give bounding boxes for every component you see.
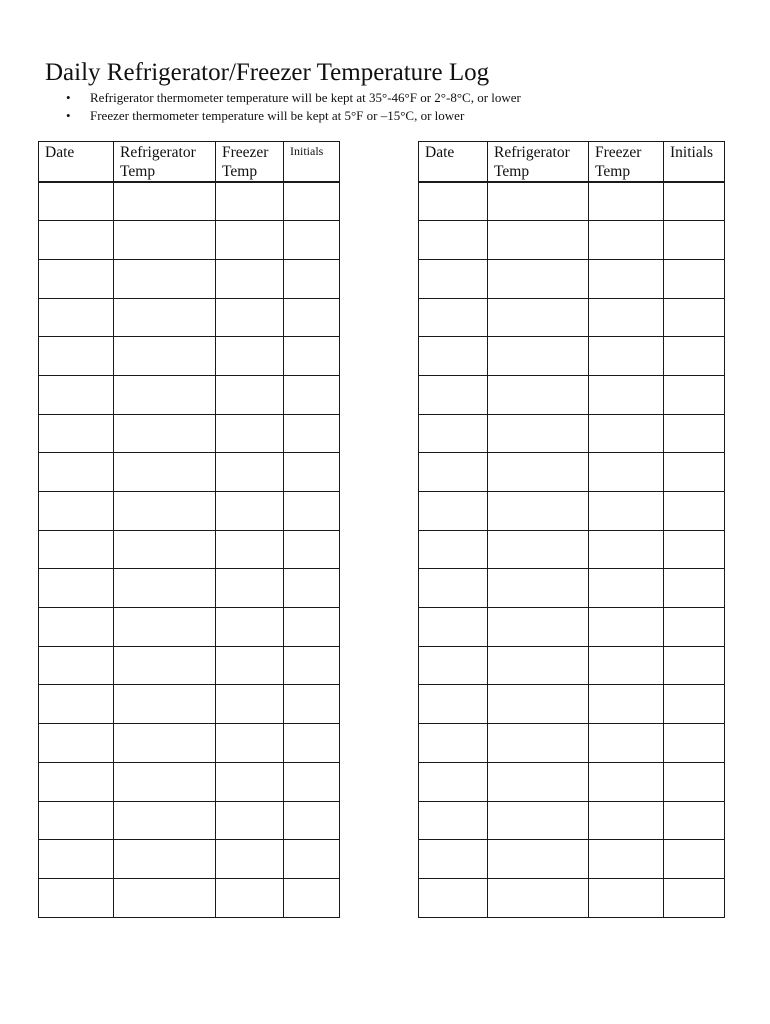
- cell-refrigerator-temp[interactable]: [114, 685, 216, 724]
- table-row: [39, 221, 340, 260]
- table-row: [419, 840, 725, 879]
- cell-initials[interactable]: [284, 685, 340, 724]
- guideline-refrigerator: Refrigerator thermometer temperature will be kept at 35°-46°F or 2°-8°C, or lower: [90, 90, 521, 105]
- cell-freezer-temp[interactable]: [216, 298, 284, 337]
- cell-date[interactable]: [39, 685, 114, 724]
- table-row: [39, 801, 340, 840]
- cell-date[interactable]: [39, 608, 114, 647]
- cell-date[interactable]: [419, 221, 488, 260]
- table-row: [419, 530, 725, 569]
- cell-refrigerator-temp[interactable]: [114, 724, 216, 763]
- column-header-initials: Initials: [284, 142, 340, 183]
- cell-freezer-temp[interactable]: [216, 414, 284, 453]
- cell-date[interactable]: [39, 414, 114, 453]
- cell-initials[interactable]: [284, 337, 340, 376]
- cell-date[interactable]: [419, 182, 488, 221]
- column-header-date: Date: [39, 142, 114, 183]
- cell-date[interactable]: [39, 840, 114, 879]
- cell-refrigerator-temp[interactable]: [114, 608, 216, 647]
- table-row: [419, 685, 725, 724]
- cell-initials[interactable]: [284, 182, 340, 221]
- cell-date[interactable]: [39, 337, 114, 376]
- cell-freezer-temp[interactable]: [216, 492, 284, 531]
- cell-refrigerator-temp[interactable]: [114, 878, 216, 917]
- cell-freezer-temp[interactable]: [589, 337, 664, 376]
- cell-refrigerator-temp[interactable]: [488, 492, 589, 531]
- cell-refrigerator-temp[interactable]: [488, 182, 589, 221]
- page-title: Daily Refrigerator/Freezer Temperature Log: [45, 59, 490, 86]
- cell-freezer-temp[interactable]: [589, 453, 664, 492]
- cell-initials[interactable]: [284, 298, 340, 337]
- cell-freezer-temp[interactable]: [216, 801, 284, 840]
- cell-initials[interactable]: [664, 762, 725, 801]
- cell-date[interactable]: [419, 337, 488, 376]
- cell-date[interactable]: [39, 298, 114, 337]
- cell-date[interactable]: [39, 762, 114, 801]
- cell-initials[interactable]: [664, 182, 725, 221]
- table-row: [39, 375, 340, 414]
- cell-refrigerator-temp[interactable]: [114, 569, 216, 608]
- cell-date[interactable]: [39, 646, 114, 685]
- bullet-icon: •: [66, 107, 71, 123]
- cell-initials[interactable]: [664, 259, 725, 298]
- column-header-freezer-temp: Freezer Temp: [589, 142, 664, 183]
- cell-freezer-temp[interactable]: [589, 298, 664, 337]
- cell-date[interactable]: [419, 298, 488, 337]
- cell-refrigerator-temp[interactable]: [114, 375, 216, 414]
- cell-freezer-temp[interactable]: [216, 762, 284, 801]
- table-row: [39, 840, 340, 879]
- column-header-initials: Initials: [664, 142, 725, 183]
- cell-initials[interactable]: [664, 724, 725, 763]
- cell-freezer-temp[interactable]: [216, 375, 284, 414]
- cell-freezer-temp[interactable]: [589, 492, 664, 531]
- table-row: [39, 646, 340, 685]
- table-row: [39, 530, 340, 569]
- cell-refrigerator-temp[interactable]: [488, 453, 589, 492]
- cell-date[interactable]: [39, 259, 114, 298]
- table-row: [419, 724, 725, 763]
- table-row: [39, 608, 340, 647]
- cell-freezer-temp[interactable]: [216, 608, 284, 647]
- cell-freezer-temp[interactable]: [589, 685, 664, 724]
- cell-date[interactable]: [419, 724, 488, 763]
- cell-date[interactable]: [39, 724, 114, 763]
- cell-initials[interactable]: [664, 337, 725, 376]
- cell-freezer-temp[interactable]: [216, 569, 284, 608]
- cell-date[interactable]: [39, 801, 114, 840]
- table-row: [419, 259, 725, 298]
- cell-freezer-temp[interactable]: [589, 221, 664, 260]
- table-row: [39, 569, 340, 608]
- cell-initials[interactable]: [664, 646, 725, 685]
- table-row: [39, 685, 340, 724]
- bullet-icon: •: [66, 90, 71, 105]
- cell-date[interactable]: [419, 685, 488, 724]
- guideline-item: [66, 89, 521, 107]
- cell-freezer-temp[interactable]: [216, 685, 284, 724]
- table-row: [419, 608, 725, 647]
- cell-freezer-temp[interactable]: [216, 878, 284, 917]
- cell-date[interactable]: [419, 530, 488, 569]
- cell-freezer-temp[interactable]: [589, 646, 664, 685]
- cell-refrigerator-temp[interactable]: [114, 762, 216, 801]
- cell-initials[interactable]: [284, 878, 340, 917]
- cell-initials[interactable]: [284, 646, 340, 685]
- table-row: [39, 414, 340, 453]
- table-row: [39, 259, 340, 298]
- cell-initials[interactable]: [664, 530, 725, 569]
- table-row: [419, 182, 725, 221]
- table-header-row: [419, 142, 725, 183]
- table-row: [39, 762, 340, 801]
- cell-refrigerator-temp[interactable]: [114, 492, 216, 531]
- cell-refrigerator-temp[interactable]: [488, 685, 589, 724]
- cell-initials[interactable]: [284, 530, 340, 569]
- cell-date[interactable]: [39, 492, 114, 531]
- cell-initials[interactable]: [664, 608, 725, 647]
- cell-date[interactable]: [419, 375, 488, 414]
- cell-initials[interactable]: [284, 492, 340, 531]
- cell-freezer-temp[interactable]: [216, 259, 284, 298]
- guideline-item: [66, 107, 521, 125]
- cell-initials[interactable]: [284, 221, 340, 260]
- cell-date[interactable]: [419, 801, 488, 840]
- cell-date[interactable]: [419, 840, 488, 879]
- cell-initials[interactable]: [284, 840, 340, 879]
- cell-initials[interactable]: [284, 259, 340, 298]
- cell-date[interactable]: [39, 878, 114, 917]
- cell-refrigerator-temp[interactable]: [488, 530, 589, 569]
- cell-refrigerator-temp[interactable]: [114, 182, 216, 221]
- column-header-freezer-temp: Freezer Temp: [216, 142, 284, 183]
- table-row: [419, 801, 725, 840]
- cell-refrigerator-temp[interactable]: [114, 801, 216, 840]
- cell-freezer-temp[interactable]: [589, 375, 664, 414]
- cell-initials[interactable]: [664, 453, 725, 492]
- cell-date[interactable]: [419, 259, 488, 298]
- cell-refrigerator-temp[interactable]: [488, 840, 589, 879]
- table-row: [39, 492, 340, 531]
- cell-date[interactable]: [39, 182, 114, 221]
- cell-refrigerator-temp[interactable]: [488, 646, 589, 685]
- cell-date[interactable]: [419, 608, 488, 647]
- cell-freezer-temp[interactable]: [216, 453, 284, 492]
- cell-refrigerator-temp[interactable]: [488, 569, 589, 608]
- cell-freezer-temp[interactable]: [589, 569, 664, 608]
- cell-initials[interactable]: [664, 414, 725, 453]
- cell-initials[interactable]: [664, 878, 725, 917]
- temperature-log-table-left: [38, 141, 340, 918]
- temperature-guidelines: [66, 89, 521, 124]
- table-row: [39, 337, 340, 376]
- table-row: [39, 182, 340, 221]
- cell-initials[interactable]: [664, 685, 725, 724]
- cell-initials[interactable]: [664, 298, 725, 337]
- cell-freezer-temp[interactable]: [216, 337, 284, 376]
- cell-refrigerator-temp[interactable]: [114, 646, 216, 685]
- cell-initials[interactable]: [284, 801, 340, 840]
- cell-refrigerator-temp[interactable]: [488, 762, 589, 801]
- table-row: [419, 337, 725, 376]
- cell-date[interactable]: [39, 221, 114, 260]
- temperature-log-table-right: [418, 141, 725, 918]
- cell-freezer-temp[interactable]: [589, 414, 664, 453]
- cell-initials[interactable]: [284, 608, 340, 647]
- table-row: [419, 221, 725, 260]
- cell-freezer-temp[interactable]: [589, 840, 664, 879]
- table-row: [419, 762, 725, 801]
- table-row: [39, 724, 340, 763]
- cell-initials[interactable]: [664, 492, 725, 531]
- cell-freezer-temp[interactable]: [216, 221, 284, 260]
- cell-initials[interactable]: [664, 375, 725, 414]
- column-header-refrigerator-temp: Refrigerator Temp: [114, 142, 216, 183]
- table-row: [419, 878, 725, 917]
- cell-freezer-temp[interactable]: [589, 878, 664, 917]
- table-row: [419, 492, 725, 531]
- table-row: [39, 298, 340, 337]
- cell-initials[interactable]: [284, 375, 340, 414]
- table-row: [419, 414, 725, 453]
- column-header-date: Date: [419, 142, 488, 183]
- table-row: [39, 453, 340, 492]
- cell-freezer-temp[interactable]: [216, 530, 284, 569]
- cell-initials[interactable]: [284, 453, 340, 492]
- cell-date[interactable]: [419, 569, 488, 608]
- cell-refrigerator-temp[interactable]: [488, 375, 589, 414]
- cell-refrigerator-temp[interactable]: [114, 221, 216, 260]
- cell-refrigerator-temp[interactable]: [114, 337, 216, 376]
- cell-date[interactable]: [39, 530, 114, 569]
- cell-refrigerator-temp[interactable]: [114, 840, 216, 879]
- cell-freezer-temp[interactable]: [589, 608, 664, 647]
- cell-initials[interactable]: [284, 414, 340, 453]
- cell-date[interactable]: [39, 569, 114, 608]
- cell-freezer-temp[interactable]: [216, 182, 284, 221]
- table-row: [39, 878, 340, 917]
- cell-freezer-temp[interactable]: [589, 182, 664, 221]
- cell-freezer-temp[interactable]: [589, 762, 664, 801]
- cell-refrigerator-temp[interactable]: [488, 298, 589, 337]
- table-header-row: [39, 142, 340, 183]
- cell-freezer-temp[interactable]: [216, 724, 284, 763]
- cell-refrigerator-temp[interactable]: [488, 724, 589, 763]
- cell-refrigerator-temp[interactable]: [114, 530, 216, 569]
- cell-refrigerator-temp[interactable]: [488, 801, 589, 840]
- cell-date[interactable]: [39, 375, 114, 414]
- table-row: [419, 298, 725, 337]
- cell-initials[interactable]: [284, 762, 340, 801]
- cell-initials[interactable]: [664, 569, 725, 608]
- cell-refrigerator-temp[interactable]: [488, 414, 589, 453]
- cell-refrigerator-temp[interactable]: [488, 608, 589, 647]
- cell-date[interactable]: [419, 453, 488, 492]
- cell-initials[interactable]: [664, 840, 725, 879]
- table-row: [419, 453, 725, 492]
- cell-initials[interactable]: [664, 221, 725, 260]
- cell-date[interactable]: [419, 492, 488, 531]
- column-header-refrigerator-temp: Refrigerator Temp: [488, 142, 589, 183]
- cell-date[interactable]: [419, 646, 488, 685]
- cell-refrigerator-temp[interactable]: [488, 337, 589, 376]
- cell-refrigerator-temp[interactable]: [488, 221, 589, 260]
- cell-date[interactable]: [39, 453, 114, 492]
- cell-freezer-temp[interactable]: [589, 801, 664, 840]
- cell-date[interactable]: [419, 414, 488, 453]
- cell-date[interactable]: [419, 878, 488, 917]
- cell-freezer-temp[interactable]: [589, 724, 664, 763]
- cell-initials[interactable]: [284, 569, 340, 608]
- cell-refrigerator-temp[interactable]: [114, 298, 216, 337]
- cell-refrigerator-temp[interactable]: [488, 259, 589, 298]
- table-row: [419, 569, 725, 608]
- cell-refrigerator-temp[interactable]: [114, 453, 216, 492]
- guideline-freezer: Freezer thermometer temperature will be kept at 5°F or –15°C, or lower: [90, 107, 465, 123]
- table-row: [419, 646, 725, 685]
- cell-refrigerator-temp[interactable]: [114, 414, 216, 453]
- cell-initials[interactable]: [284, 724, 340, 763]
- cell-initials[interactable]: [664, 801, 725, 840]
- cell-freezer-temp[interactable]: [589, 259, 664, 298]
- cell-refrigerator-temp[interactable]: [488, 878, 589, 917]
- cell-freezer-temp[interactable]: [216, 840, 284, 879]
- cell-refrigerator-temp[interactable]: [114, 259, 216, 298]
- cell-date[interactable]: [419, 762, 488, 801]
- cell-freezer-temp[interactable]: [589, 530, 664, 569]
- cell-freezer-temp[interactable]: [216, 646, 284, 685]
- table-row: [419, 375, 725, 414]
